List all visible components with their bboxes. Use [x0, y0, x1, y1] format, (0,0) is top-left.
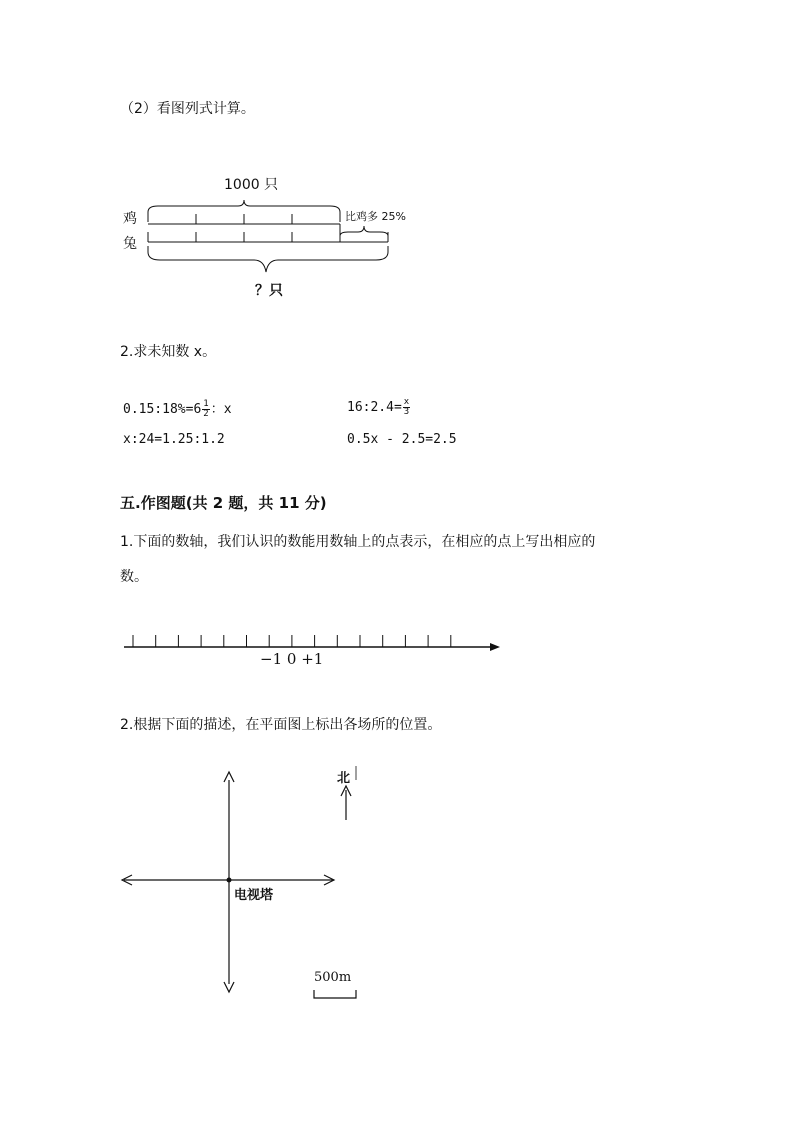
q1-text-line1: 1.下面的数轴，我们认识的数能用数轴上的点表示，在相应的点上写出相应的: [120, 534, 596, 550]
extra-percent-label: 比鸡多 25%: [345, 210, 406, 223]
equation-2-fraction: $\frac{x}{3}$: [403, 397, 410, 417]
solve-heading: 2.求未知数 x。: [120, 344, 217, 360]
equation-2-prefix: 16:2.4=: [347, 400, 402, 415]
number-line-arrow: [490, 643, 500, 651]
equation-3: x:24=1.25:1.2: [123, 432, 225, 447]
scale-label: 500m: [314, 970, 352, 985]
total-label: 1000 只: [224, 177, 279, 193]
equation-4: 0.5x - 2.5=2.5: [347, 432, 457, 447]
q2-text: 2.根据下面的描述，在平面图上标出各场所的位置。: [120, 717, 442, 733]
tv-tower-label: 电视塔: [234, 888, 274, 903]
bottom-brace: [148, 246, 388, 272]
up-arrow: [224, 772, 234, 782]
question-heading: （2）看图列式计算。: [120, 101, 255, 117]
equation-1-fraction: $\frac{1}{2}$: [203, 399, 209, 419]
down-arrow: [224, 982, 234, 992]
north-label: 北: [337, 771, 351, 786]
equation-1-suffix: ：x: [210, 402, 232, 417]
q1-text-line2: 数。: [120, 569, 148, 585]
rabbit-label: 兔: [123, 236, 137, 252]
number-line-labels: −1 0 +1: [260, 650, 324, 668]
section-five-title: 五.作图题(共 2 题，共 11 分): [120, 494, 327, 512]
question-label: ？只: [255, 283, 283, 299]
right-arrow: [324, 875, 334, 885]
tower-point: [227, 878, 232, 883]
equation-2: [347, 398, 411, 417]
left-arrow: [122, 875, 132, 885]
equation-1-prefix: 0.15:18%=6: [123, 402, 202, 417]
chicken-label: 鸡: [123, 211, 137, 227]
top-brace: [148, 200, 340, 222]
equation-1: [123, 398, 232, 419]
extra-brace: [340, 226, 388, 240]
scale-bar: [314, 990, 356, 998]
